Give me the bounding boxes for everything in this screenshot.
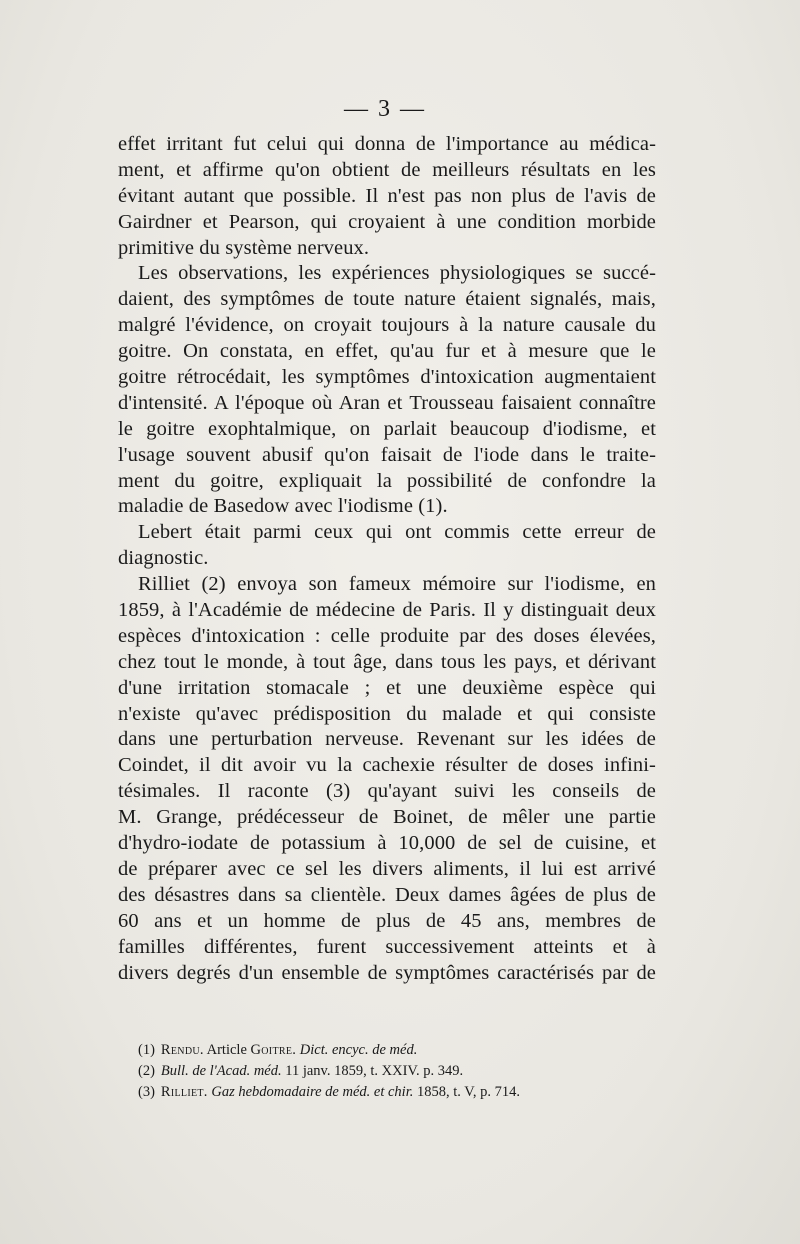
text-line: chez tout le monde, à tout âge, dans tous les pays, et dérivant xyxy=(118,650,656,673)
text-line: ment, et affirme qu'on obtient de meilleurs résultats en les xyxy=(118,158,656,181)
text-line: le goitre exophtalmique, on parlait beaucoup d'iodisme, et xyxy=(118,417,656,440)
text-line: primitive du système nerveux. xyxy=(118,236,370,259)
text-line: 1859, à l'Académie de médecine de Paris. Il y distinguait deux xyxy=(118,599,656,622)
text-line: goitre. On constata, en effet, qu'au fur et à mesure que le xyxy=(118,340,656,363)
text-line: M. Grange, prédécesseur de Boinet, de mêler une partie xyxy=(118,806,656,829)
text-line: maladie de Basedow avec l'iodisme (1). xyxy=(118,495,448,518)
text-line: des désastres dans sa clientèle. Deux dames âgées de plus de xyxy=(118,883,656,906)
text-line: l'usage souvent abusif qu'on faisait de l'iode dans le traite- xyxy=(118,443,656,466)
footnote-tail: 11 janv. 1859, t. XXIV. p. 349. xyxy=(285,1063,464,1079)
text-line: espèces d'intoxication : celle produite par des doses élevées, xyxy=(118,624,656,647)
text-line: malgré l'évidence, on croyait toujours à la nature causale du xyxy=(118,314,656,337)
text-line: Lebert était parmi ceux qui ont commis cette erreur de xyxy=(138,521,656,544)
text-line: Les observations, les expériences physiologiques se succé- xyxy=(138,262,656,285)
footnote-source: Bull. de l'Acad. méd. xyxy=(160,1063,282,1079)
text-line: familles différentes, furent successivement atteints et à xyxy=(118,935,656,958)
text-line: Gairdner et Pearson, qui croyaient à une condition morbide xyxy=(118,210,656,233)
footnote-title: Goitre. xyxy=(250,1042,297,1058)
footnote-source: Gaz hebdomadaire de méd. et chir. xyxy=(211,1084,414,1100)
text-line: 60 ans et un homme de plus de 45 ans, membres de xyxy=(118,909,656,932)
text-line: de préparer avec ce sel les divers aliments, il lui est arrivé xyxy=(118,857,656,880)
footnote-text: Article xyxy=(206,1042,247,1058)
text-line: Rilliet (2) envoya son fameux mémoire sur l'iodisme, en xyxy=(138,573,656,596)
text-line: évitant autant que possible. Il n'est pas non plus de l'avis de xyxy=(118,184,656,207)
text-line: diagnostic. xyxy=(118,547,209,570)
footnote-source: Dict. encyc. de méd. xyxy=(299,1042,418,1058)
footnote-author: Rendu. xyxy=(160,1042,204,1058)
footnote-number: (3) xyxy=(138,1084,155,1100)
body-text xyxy=(118,132,656,986)
text-line: d'une irritation stomacale ; et une deuxième espèce qui xyxy=(118,676,656,699)
footnote-2 xyxy=(138,1061,658,1082)
text-line: n'existe qu'avec prédisposition du malade et qui consiste xyxy=(118,702,656,725)
text-line: d'hydro-iodate de potassium à 10,000 de sel de cuisine, et xyxy=(118,832,656,855)
footnote-number: (1) xyxy=(138,1042,155,1058)
footnote-tail: 1858, t. V, p. 714. xyxy=(417,1084,520,1100)
footnote-author: Rilliet. xyxy=(160,1084,208,1100)
text-line: tésimales. Il raconte (3) qu'ayant suivi les conseils de xyxy=(118,780,656,803)
text-line: daient, des symptômes de toute nature étaient signalés, mais, xyxy=(118,288,656,311)
footnote-number: (2) xyxy=(138,1063,155,1079)
text-line: effet irritant fut celui qui donna de l'importance au médica- xyxy=(118,133,656,155)
text-line: goitre rétrocédait, les symptômes d'intoxication augmentaient xyxy=(118,366,656,389)
text-line: divers degrés d'un ensemble de symptômes caractérisés par de xyxy=(118,961,656,984)
footnotes xyxy=(138,1040,658,1103)
page-number: — 3 — xyxy=(344,96,426,122)
footnote-1 xyxy=(138,1040,658,1061)
text-line: d'intensité. A l'époque où Aran et Trousseau faisaient connaître xyxy=(118,391,656,414)
text-line: dans une perturbation nerveuse. Revenant sur les idées de xyxy=(118,728,656,751)
text-line: Coindet, il dit avoir vu la cachexie résulter de doses infini- xyxy=(118,754,656,777)
text-line: ment du goitre, expliquait la possibilité de confondre la xyxy=(118,469,656,492)
footnote-3 xyxy=(138,1082,658,1103)
